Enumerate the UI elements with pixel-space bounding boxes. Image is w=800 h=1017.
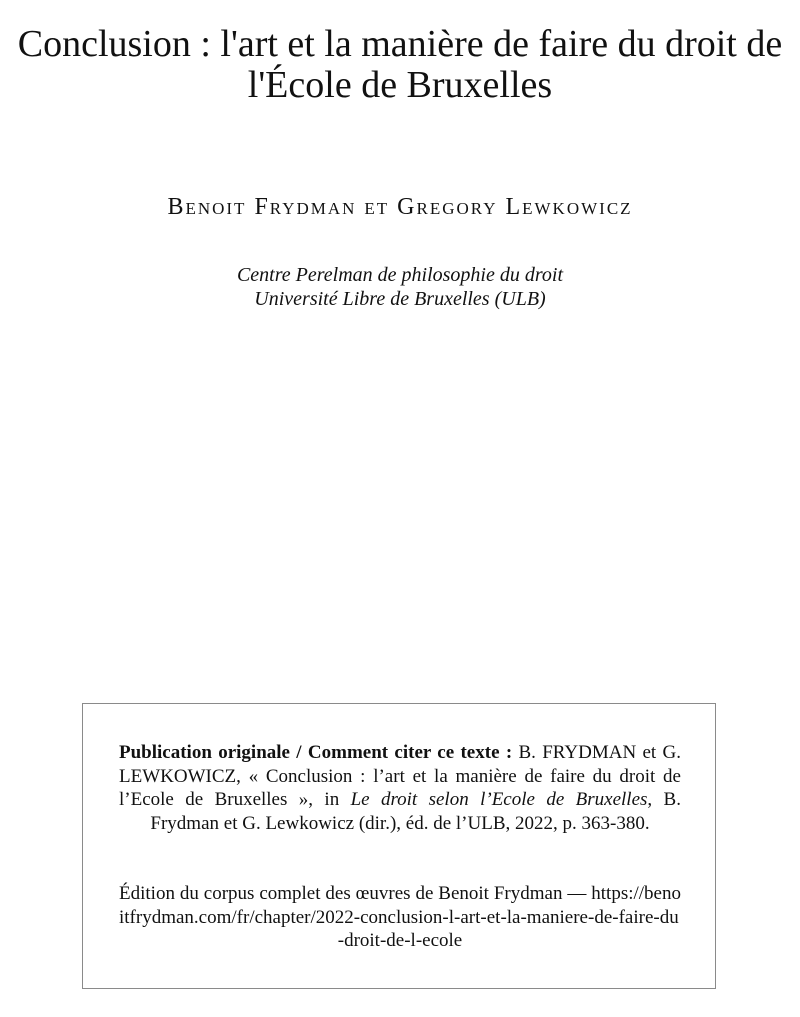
edition-note: Édition du corpus complet des œuvres de Benoit Frydman — https://benoitfrydman.com/fr/chapter/2022-conclusion-l-art-et-la-maniere-de-faire-du-droit-de-l-ecole <box>119 883 681 951</box>
document-title: Conclusion : l'art et la manière de faire du droit de l'École de Bruxelles <box>17 23 783 106</box>
affiliation-line-2: Université Libre de Bruxelles (ULB) <box>254 288 546 310</box>
citation-box <box>82 703 716 989</box>
citation-label: Publication originale / Comment citer ce texte : <box>119 742 513 763</box>
citation-book-title: Le droit selon l’Ecole de Bruxelles <box>350 789 648 810</box>
citation-paragraph <box>119 741 681 835</box>
affiliation-line-1: Centre Perelman de philosophie du droit <box>236 264 564 286</box>
citation-text-after: , B. Frydman et G. Lewkowicz (dir.), éd. de l’ULB, 2022, p. 363-380. <box>150 789 681 834</box>
document-authors: Benoit Frydman et Gregory Lewkowicz <box>167 194 633 220</box>
citation-text-before: B. FRYDMAN et G. LEWKOWICZ, « Conclusion : l’art et la manière de faire du droit de l’Ecole de Bruxelles », in <box>119 742 681 810</box>
affiliation-block <box>0 263 800 311</box>
